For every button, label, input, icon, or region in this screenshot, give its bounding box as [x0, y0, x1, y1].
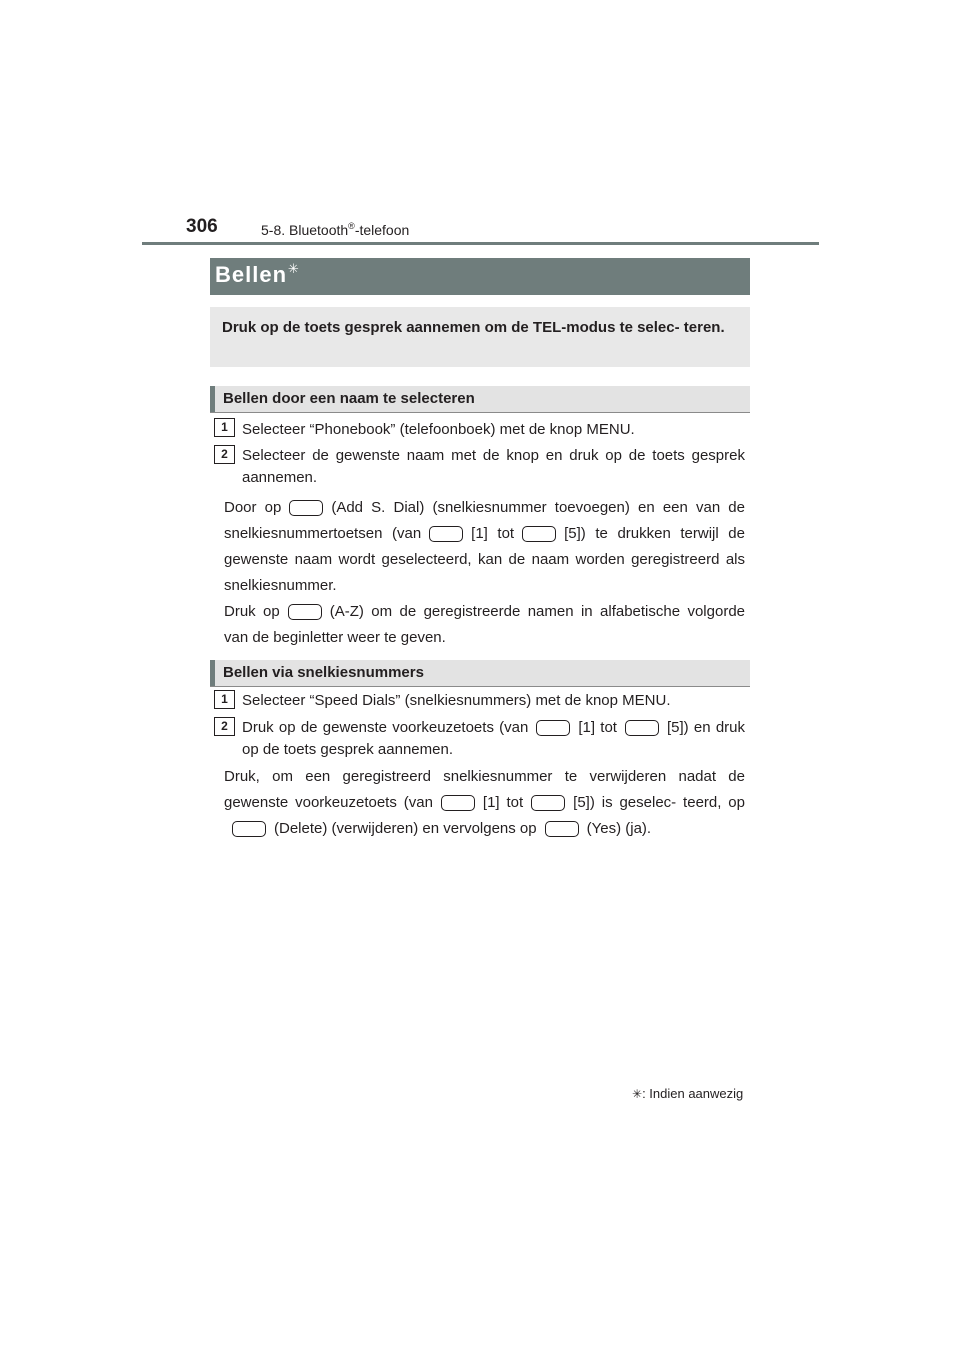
page-title [215, 261, 300, 288]
heading-accent-bar [210, 660, 215, 686]
footnote [632, 1086, 743, 1101]
preset-key-icon [429, 526, 463, 542]
text-run: (Delete) (verwijderen) en vervolgens op [274, 820, 537, 837]
preset-key-icon [536, 720, 570, 736]
text-run: [1] tot [578, 719, 617, 736]
step-number-badge: 2 [214, 445, 235, 464]
paragraph-speed-dial-register [224, 495, 745, 599]
intro-text: Druk op de toets gesprek aannemen om de TEL-modus te selec- teren. [222, 319, 725, 336]
section-suffix: -telefoon [354, 222, 410, 238]
title-text: Bellen [215, 262, 288, 287]
step-text: Selecteer de gewenste naam met de knop en druk op de toets gesprek aannemen. [242, 447, 745, 486]
footnote-text: : Indien aanwezig [642, 1086, 744, 1101]
step-number-badge: 1 [214, 418, 235, 437]
step-text [242, 717, 745, 761]
text-run: (Add S. Dial) (snelkiesnummer toevoegen) en een van de snelkiesnummertoetsen (van [224, 499, 745, 542]
delete-key-icon [232, 821, 266, 837]
step-number-badge: 1 [214, 690, 235, 709]
text-run: (Yes) (ja). [586, 820, 652, 837]
heading-accent-bar [210, 386, 215, 412]
section-prefix: 5-8. Bluetooth [261, 222, 349, 238]
subsection-heading-name-select [210, 386, 750, 413]
yes-key-icon [545, 821, 579, 837]
text-run: Druk, om een geregistreerd snelkiesnummer te verwijderen nadat de gewenste voorkeuzetoets (van [224, 768, 745, 811]
preset-key-icon [441, 795, 475, 811]
text-run: Druk op de gewenste voorkeuzetoets (van [242, 719, 529, 736]
subsection-heading-speed-dials [210, 660, 750, 687]
text-run: [1] tot [482, 794, 524, 811]
subsection-title: Bellen door een naam te selecteren [223, 390, 475, 407]
preset-key-icon [522, 526, 556, 542]
az-key-icon [288, 604, 322, 620]
text-run: Druk op [224, 603, 280, 620]
title-asterisk-icon: ✳ [288, 261, 300, 276]
header-rule [142, 242, 819, 245]
step-text: Selecteer “Phonebook” (telefoonboek) met de knop MENU. [242, 421, 635, 438]
footnote-asterisk-icon: ✳ [632, 1087, 643, 1101]
section-reference [261, 221, 409, 238]
preset-key-icon [531, 795, 565, 811]
page-number: 306 [186, 216, 218, 237]
text-run: [5]) is geselec- teerd, op [573, 794, 745, 811]
intro-box [210, 307, 750, 367]
step-text: Selecteer “Speed Dials” (snelkiesnummers) met de knop MENU. [242, 692, 671, 709]
add-s-dial-key-icon [289, 500, 323, 516]
text-run: [5]) te drukken terwijl de gewenste naam wordt geselecteerd, kan de naam worden geregistreerd als snelkiesnummer. [224, 525, 745, 594]
paragraph-delete-speed-dial [224, 764, 745, 842]
paragraph-az-order [224, 599, 745, 651]
text-run: (A-Z) om de geregistreerde namen in alfabetische volgorde van de beginletter weer te geven. [224, 603, 745, 646]
registered-mark: ® [348, 221, 355, 231]
title-band [210, 258, 750, 295]
text-run: [1] tot [471, 525, 515, 542]
text-run: Door op [224, 499, 282, 516]
preset-key-icon [625, 720, 659, 736]
step-number-badge: 2 [214, 717, 235, 736]
subsection-title: Bellen via snelkiesnummers [223, 664, 424, 681]
text-run: [5]) en druk op de toets gesprek aannemen. [242, 719, 746, 758]
